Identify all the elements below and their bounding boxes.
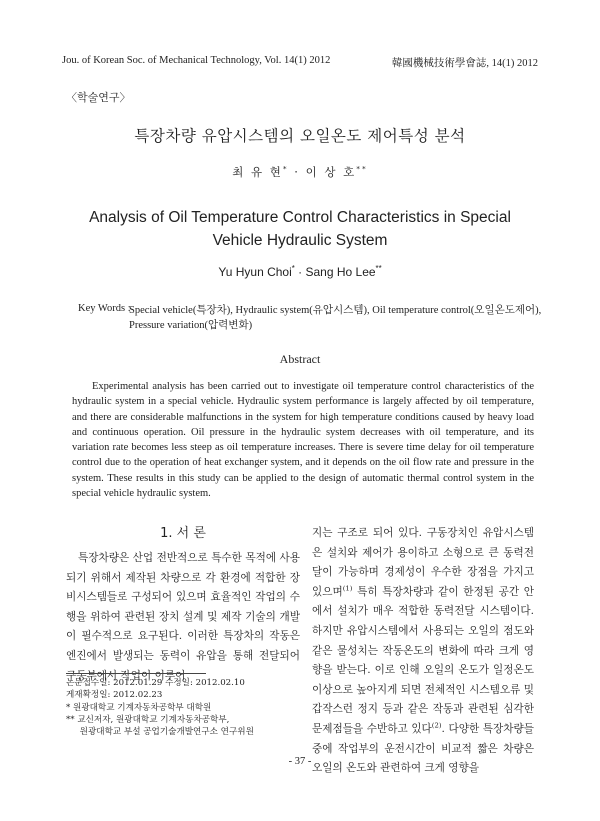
keywords-line-2: Pressure variation(압력변화)	[129, 320, 253, 331]
author-2-name: 이 상 호	[305, 165, 357, 179]
author-2-mark-en: **	[375, 264, 382, 273]
author-1-name: 최 유 현	[232, 165, 283, 179]
footnote-affiliation-2b: 원광대학교 부설 공업기술개발연구소 연구위원	[66, 727, 254, 738]
title-english	[0, 206, 600, 252]
author-separator: ·	[288, 165, 306, 179]
page-number: - 37 -	[288, 756, 312, 767]
authors-english	[0, 265, 600, 279]
intro-right-paragraph	[312, 524, 534, 779]
title-korean: 특장차량 유압시스템의 오일온도 제어특성 분석	[134, 127, 466, 145]
intro-left-column	[66, 549, 300, 686]
abstract-heading: Abstract	[279, 352, 321, 366]
footnote-received: 논문접수일: 2012.01.29 수정일: 2012.02.10	[66, 678, 245, 688]
author-2-mark: **	[356, 164, 368, 174]
abstract-paragraph: Experimental analysis has been carried out to investigate oil temperature control characteristics of the hydraulic system in a special vehicle. Hydraulic system performance is largely affected by oil temperature, and there are considerable malfunctions in the system for high temperature conditions caused by heavy load and continuous operation. Oil pressure in the hydraulic system decreases with oil temperature, and its variation rate becomes less steep as oil temperature increases. There is severe time delay for oil temperature control due to the operation of heat exchanger system, and it depends on the oil flow rate and pressure in the system. These results in this study can be applied to the design of automatic thermal control system in the special vehicle hydraulic system.	[72, 381, 534, 500]
author-1-mark-en: *	[291, 264, 295, 273]
title-english-line-1: Analysis of Oil Temperature Control Characteristics in Special	[89, 209, 511, 226]
journal-header-left: Jou. of Korean Soc. of Mechanical Technology, Vol. 14(1) 2012	[62, 55, 331, 66]
intro-right-column	[312, 524, 534, 779]
intro-right-text-2: 특히 특장차량과 같이 한정된 공간 안에서 설치가 매우 적합한 동력전달 시스템이다. 하지만 유압시스템에서 사용되는 오일의 점도와 같은 물성치는 작동온도의 변화에 따라 크게 영향을 받는다. 이로 인해 오일의 온도가 일정온도 이상으로 높아지게 되면 전체적인 시스템오류 및 갑작스런 정지 등과 같은 작동과 관련된 심각한 문제점들을 수반하고 있다	[312, 585, 534, 735]
article-category: 〈학술연구〉	[66, 91, 131, 104]
intro-left-paragraph: 특장차량은 산업 전반적으로 특수한 목적에 사용되기 위해서 제작된 차량으로 각 환경에 적합한 장비시스템들로 구성되어 있으며 효율적인 작업의 수행을 위하여 관련된 장치 설계 및 제작 기술의 개발이 필수적으로 요구된다. 이러한 특장차의 작동은 엔진에서 발생되는 동력이 유압을 통해 전달되어 구동부에서 작업이 이루어	[66, 552, 300, 682]
journal-header-right: 韓國機械技術學會誌, 14(1) 2012	[391, 58, 538, 69]
authors-korean	[0, 164, 600, 180]
author-1-mark: *	[282, 164, 289, 174]
footnote-approved: 게재확정일: 2012.02.23	[66, 690, 163, 701]
section-heading-introduction: 1. 서 론	[160, 526, 206, 541]
intro-right-text-1: 지는 구조로 되어 있다. 구동장치인 유압시스템은 설치와 제어가 용이하고 소형으로 큰 동력전달이 가능하며 경제성이 우수한 장점을 가지고 있으며	[312, 527, 534, 598]
author-1-name-en: Yu Hyun Choi	[218, 265, 292, 279]
keywords-text	[129, 303, 549, 333]
intro-right-text-3: . 다양한 특장차량들 중에 작업부의 운전시간이 비교적 짧은 차량은 오일의 온도와 관련하여 크게 영향을	[312, 722, 534, 775]
footnotes	[66, 677, 306, 738]
keywords-label: Key Words :	[78, 303, 131, 314]
keywords-line-1: Special vehicle(특장차), Hydraulic system(유압시스템), Oil temperature control(오일온도제어),	[129, 305, 542, 316]
reference-2: (2)	[431, 721, 442, 730]
footnote-affiliation-2: ** 교신저자, 원광대학교 기계자동차공학부,	[66, 714, 230, 725]
footnote-divider	[66, 673, 206, 674]
author-separator-en: ·	[294, 265, 306, 279]
title-english-line-2: Vehicle Hydraulic System	[212, 232, 388, 249]
author-2-name-en: Sang Ho Lee	[305, 265, 376, 279]
abstract-body	[72, 379, 534, 501]
footnote-affiliation-1: * 원광대학교 기계자동차공학부 대학원	[66, 702, 212, 713]
reference-1: (1)	[342, 584, 353, 593]
